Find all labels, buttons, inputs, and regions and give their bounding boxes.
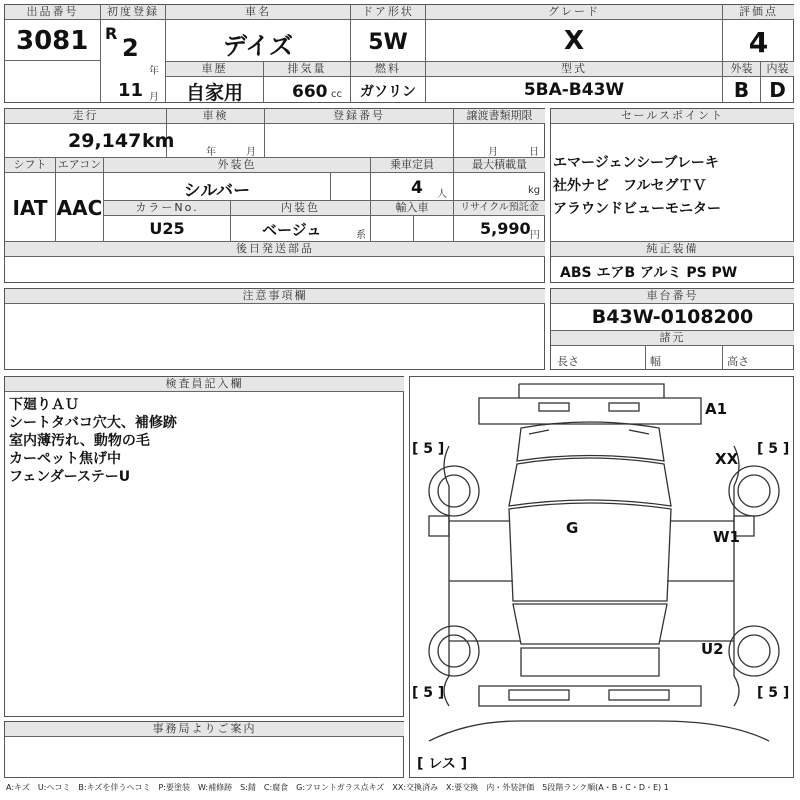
displacement-header: 排気量: [264, 61, 350, 77]
car-name-header: 車名: [166, 5, 350, 20]
damage-legend: A:キズ U:ヘコミ B:キズを伴うヘコミ P:要塗装 W:補修跡 S:錆 C:腐食 G:フロントガラス点キズ XX:交換済み X:要交換 内・外装評価 5段階ランク順(A・B・C・D・E) 1: [6, 783, 669, 792]
car-name: デイズ: [222, 32, 294, 60]
air-conditioner: AAC: [56, 196, 103, 220]
interior-color-header: 内装色: [231, 201, 370, 216]
displacement-unit: cc: [331, 89, 342, 100]
max-load-unit: kg: [528, 185, 541, 196]
interior-color-unit: 系: [356, 230, 366, 241]
damage-mark-u2: U2: [701, 640, 724, 658]
ac-header: エアコン: [57, 158, 102, 171]
chassis-number: B43W-0108200: [591, 306, 754, 328]
sales-point-2: 社外ナビ フルセグＴＶ: [553, 178, 707, 194]
damage-mark-xx: XX: [715, 450, 739, 468]
interior-grade: D: [769, 78, 786, 102]
inspector-note-3: 室内薄汚れ、動物の毛: [9, 433, 150, 449]
capacity-header: 乗車定員: [371, 158, 453, 173]
inspection-month-unit: 月: [246, 147, 256, 158]
specs-header: 諸元: [551, 331, 794, 346]
genuine-equipment-header: 純正装備: [551, 242, 794, 257]
transfer-day-unit: 日: [529, 147, 539, 158]
import-header: 輸入車: [371, 201, 453, 216]
recycle-fee: 5,990: [480, 219, 531, 238]
damage-mark-g: G: [566, 519, 579, 537]
spec-length: 長さ: [557, 355, 579, 368]
inspector-note-2: シートタバコ穴大、補修跡: [9, 415, 177, 431]
spare-tire: [ レス ]: [417, 756, 468, 772]
tire-rear-left: [ 5 ]: [412, 685, 445, 701]
tire-rear-right: [ 5 ]: [757, 685, 790, 701]
lot-number-header: 出品番号: [5, 5, 100, 20]
chassis-header: 車台番号: [551, 289, 794, 304]
color-number-header: カラーNo.: [104, 201, 230, 216]
mileage: 29,147: [68, 130, 142, 152]
shift: IAT: [12, 196, 48, 220]
exterior-header: 外装: [723, 61, 760, 77]
car-diagram: [409, 376, 794, 778]
color-number: U25: [149, 219, 185, 238]
lot-number: 3081: [16, 26, 89, 56]
model-header: 型式: [426, 61, 722, 77]
max-load-header: 最大積載量: [454, 158, 545, 173]
inspector-note-1: 下廻りＡＵ: [9, 397, 79, 413]
score-header: 評価点: [723, 5, 794, 20]
inspection-year-unit: 年: [206, 147, 216, 158]
tire-front-left: [ 5 ]: [412, 441, 445, 457]
capacity-unit: 人: [437, 189, 447, 200]
history-header: 車歴: [166, 61, 263, 77]
office-notice-header: 事務局よりご案内: [5, 722, 404, 737]
sales-point-1: エマージェンシーブレーキ: [553, 155, 719, 171]
shift-header: シフト: [5, 158, 55, 173]
capacity: 4: [411, 178, 423, 198]
inspector-note-5: フェンダーステーU: [9, 469, 131, 485]
grade-header: グレード: [426, 5, 722, 20]
exterior-color: シルバー: [183, 181, 251, 201]
exterior-color-header: 外装色: [104, 158, 370, 173]
month-unit: 月: [149, 92, 159, 103]
interior-color: ベージュ: [262, 221, 322, 239]
sales-points-header: セールスポイント: [551, 109, 794, 124]
history: 自家用: [185, 82, 243, 104]
mileage-header: 走行: [5, 109, 166, 124]
first-registration-header: 初度登録: [101, 5, 165, 20]
transfer-deadline-header: 譲渡書類期限: [454, 109, 545, 124]
fuel-header: 燃料: [351, 61, 425, 77]
inspection-header: 車検: [167, 109, 264, 124]
later-parts-header: 後日発送部品: [5, 242, 545, 257]
inspector-notes-header: 検査員記入欄: [5, 377, 404, 392]
registration-number-header: 登録番号: [265, 109, 453, 124]
caution-header: 注意事項欄: [5, 289, 545, 304]
model-code: 5BA-B43W: [523, 80, 625, 100]
era: R: [105, 24, 118, 43]
year-unit: 年: [149, 66, 159, 77]
doors-header: ドア形状: [351, 5, 425, 20]
interior-header: 内装: [761, 61, 794, 77]
displacement: 660: [292, 82, 328, 102]
tire-front-right: [ 5 ]: [757, 441, 790, 457]
recycle-unit: 円: [530, 230, 540, 241]
registration-month: 11: [118, 80, 144, 101]
grade: X: [563, 26, 585, 56]
mileage-unit: km: [142, 130, 175, 152]
transfer-month-unit: 月: [488, 147, 498, 158]
fuel: ガソリン: [360, 84, 416, 100]
damage-mark-w1: W1: [713, 528, 740, 546]
genuine-equipment: ABS エアB アルミ PS PW: [560, 265, 738, 281]
recycle-header: リサイクル預託金: [454, 201, 545, 216]
overall-score: 4: [748, 26, 769, 59]
spec-width: 幅: [650, 355, 661, 368]
doors: 5W: [368, 30, 408, 55]
sales-point-3: アラウンドビューモニター: [553, 201, 721, 217]
registration-year: 2: [122, 34, 139, 62]
damage-mark-a1: A1: [705, 400, 728, 418]
exterior-grade: B: [733, 78, 750, 102]
spec-height: 高さ: [727, 355, 749, 368]
inspector-note-4: カーペット焦げ中: [9, 451, 121, 467]
